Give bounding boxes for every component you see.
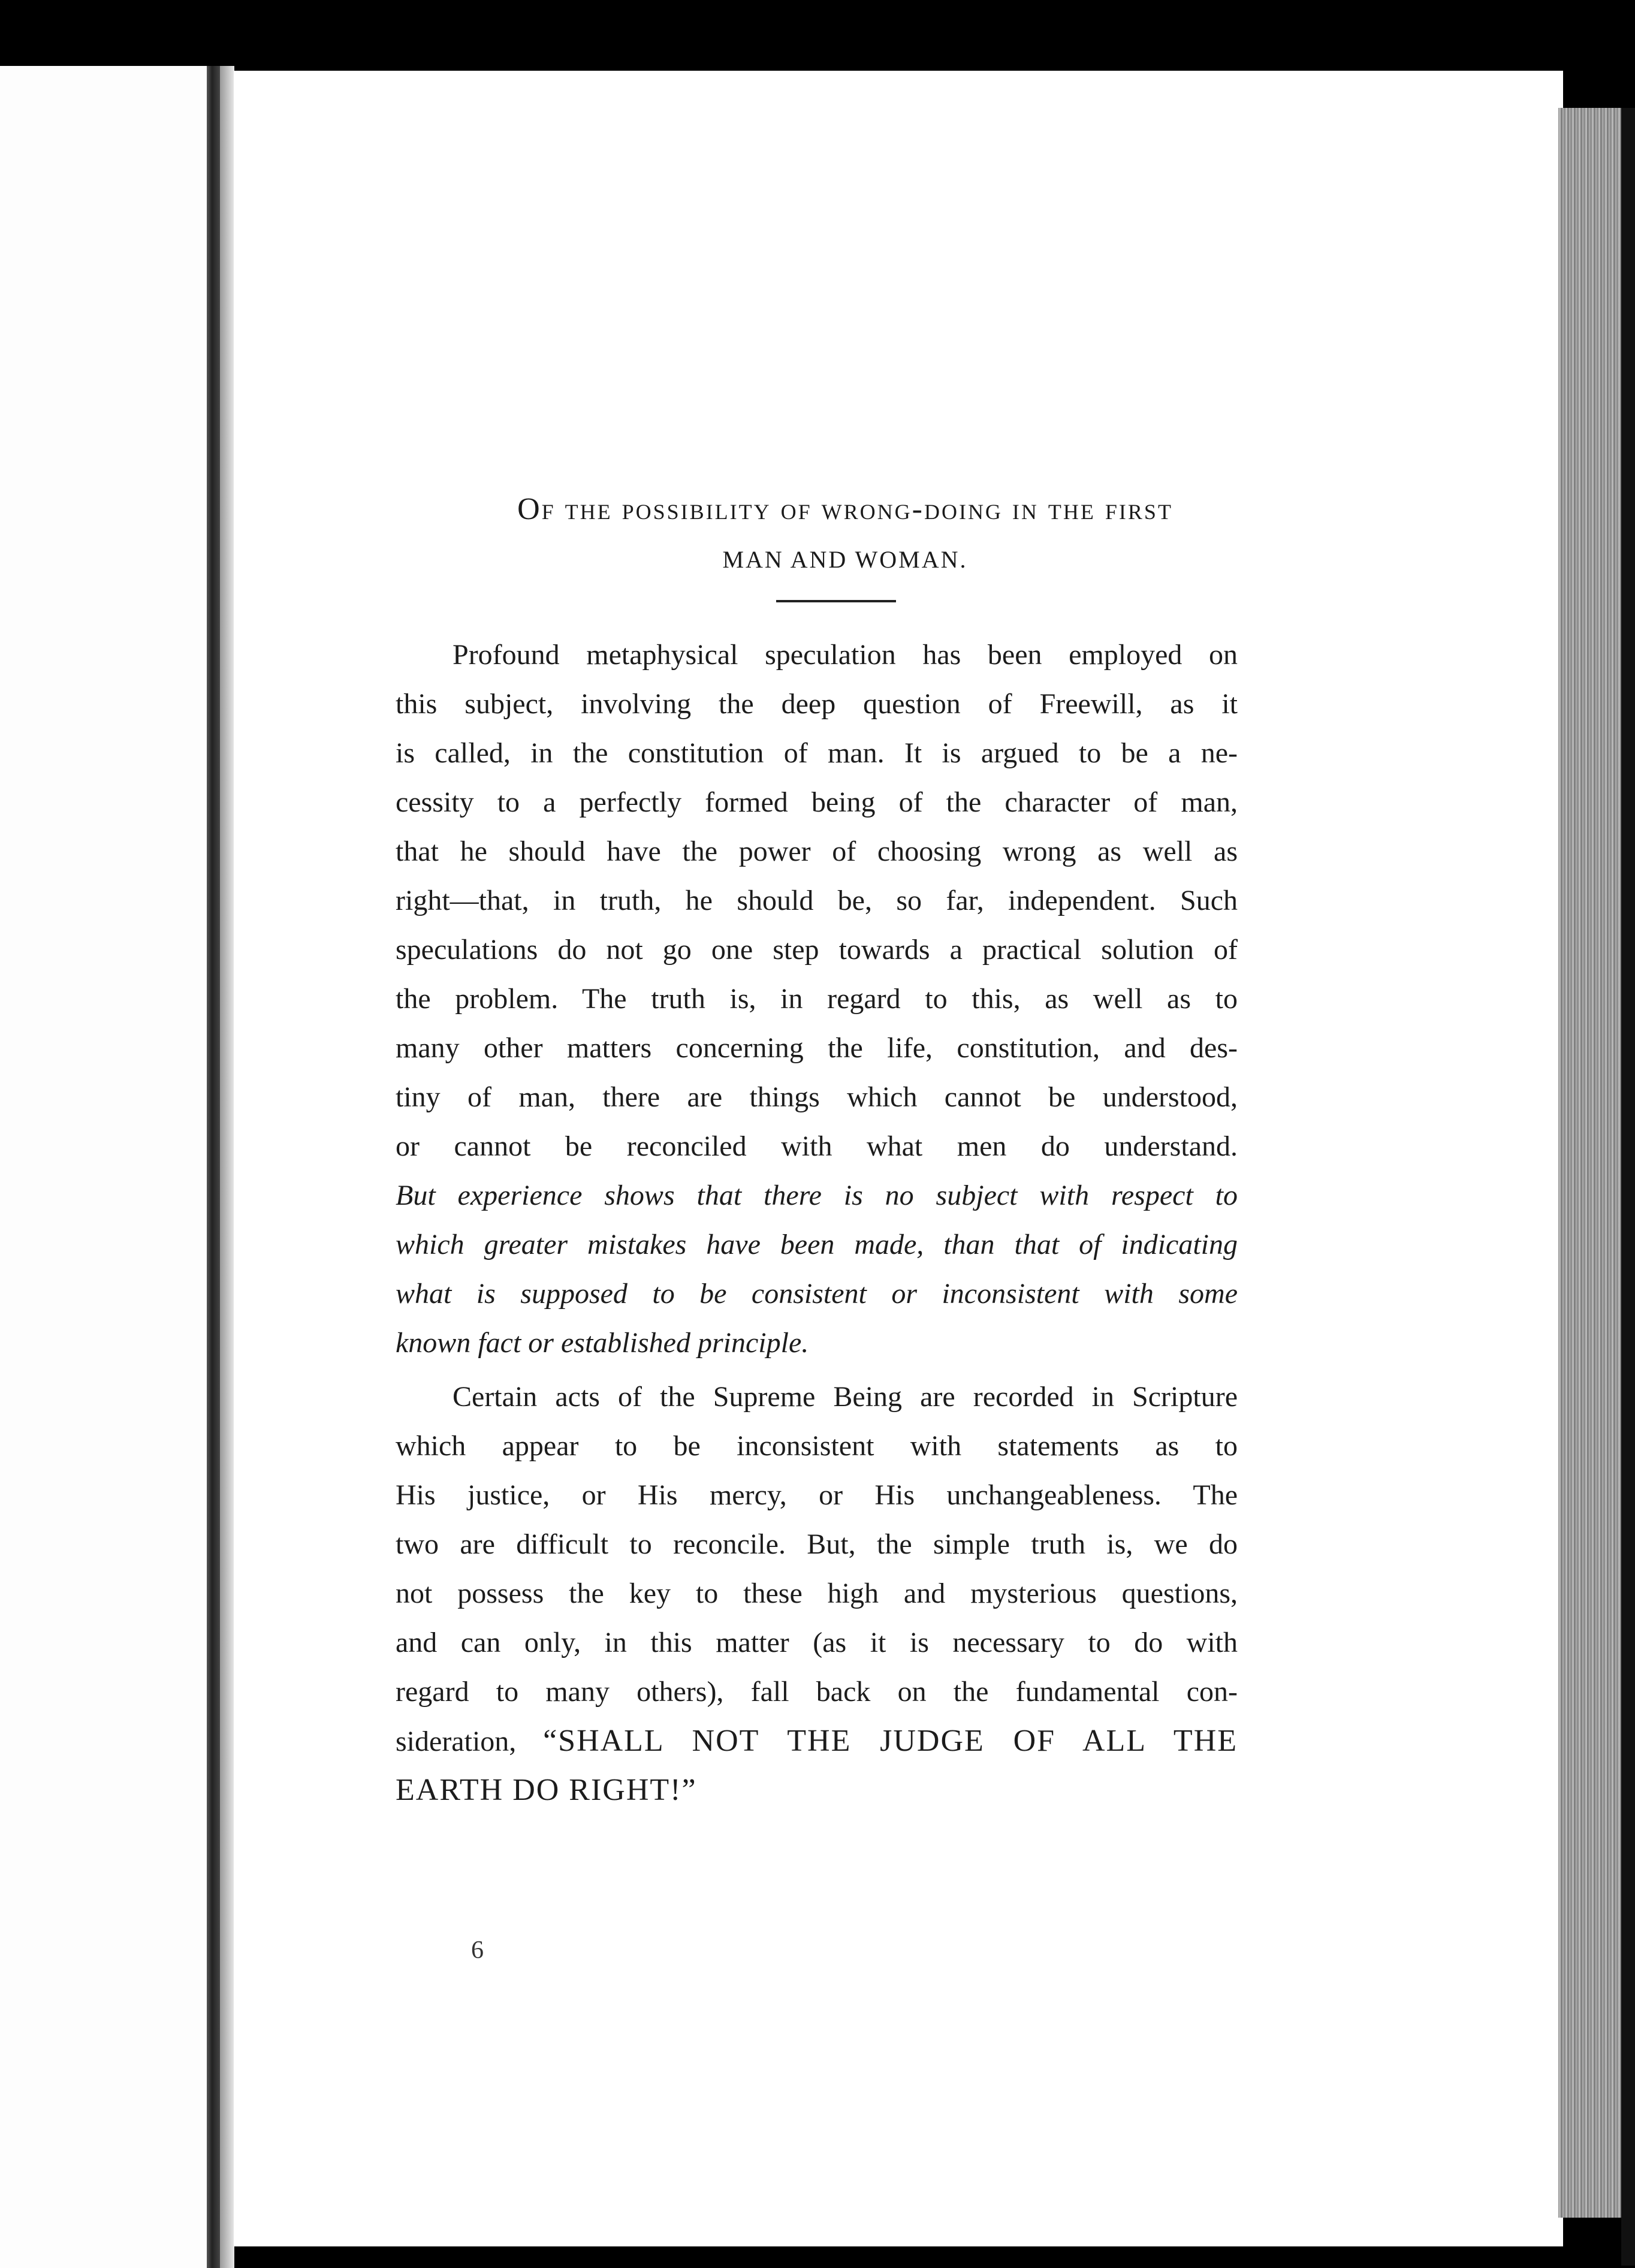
text-fragment: sideration,: [396, 1726, 544, 1757]
body-text: [396, 631, 1238, 1815]
text-line: right—that, in truth, he should be, so far, independent. Such: [396, 885, 1238, 916]
scan-speck: [1266, 7, 1269, 16]
italic-line: what is supposed to be consistent or inconsistent with some: [396, 1278, 1238, 1310]
chapter-title: [441, 485, 1250, 583]
italic-line: But experience shows that there is no subject with respect to: [396, 1180, 1238, 1211]
chapter-title-line-2: MAN AND WOMAN.: [722, 546, 968, 573]
text-line: [396, 1717, 1238, 1766]
text-line: tiny of man, there are things which cannot be understood,: [396, 1081, 1238, 1113]
text-line: the problem. The truth is, in regard to this, as well as to: [396, 983, 1238, 1015]
scan-speck: [217, 24, 222, 41]
chapter-title-line-1: Of the possibility of wrong-doing in the first: [517, 492, 1173, 526]
text-line: His justice, or His mercy, or His unchangeableness. The: [396, 1479, 1238, 1511]
page-block-edges: [1558, 108, 1624, 2218]
paragraph-2: [396, 1373, 1238, 1815]
italic-line: known fact or established principle.: [396, 1327, 809, 1359]
text-line: Profound metaphysical speculation has been employed on: [453, 639, 1238, 671]
scripture-quote-caps-end: EARTH DO RIGHT!”: [396, 1773, 697, 1807]
text-line: speculations do not go one step towards a practical solution of: [396, 934, 1238, 966]
text-line: cessity to a perfectly formed being of the character of man,: [396, 786, 1238, 818]
page-number: 6: [471, 1937, 484, 1964]
paragraph-1: [396, 631, 1238, 1368]
book-gutter: [207, 66, 220, 2268]
text-line: many other matters concerning the life, constitution, and des-: [396, 1032, 1238, 1064]
text-line: two are difficult to reconcile. But, the simple truth is, we do: [396, 1528, 1238, 1560]
text-line: or cannot be reconciled with what men do understand.: [396, 1130, 1238, 1162]
text-line: this subject, involving the deep question of Freewill, as it: [396, 688, 1238, 720]
scripture-quote-caps: “SHALL NOT THE JUDGE OF ALL THE: [543, 1724, 1238, 1758]
text-line: not possess the key to these high and mysterious questions,: [396, 1578, 1238, 1609]
text-line: is called, in the constitution of man. It is argued to be a ne-: [396, 737, 1238, 769]
text-line: which appear to be inconsistent with statements as to: [396, 1430, 1238, 1462]
text-line: regard to many others), fall back on the fundamental con-: [396, 1676, 1238, 1708]
title-rule: [776, 600, 896, 602]
scan-border-right: [1621, 108, 1635, 2266]
italic-line: which greater mistakes have been made, than that of indicating: [396, 1229, 1238, 1260]
gutter-shadow: [220, 66, 234, 2268]
left-page-edge: [0, 66, 213, 2268]
text-line: Certain acts of the Supreme Being are recorded in Scripture: [453, 1381, 1238, 1413]
text-line: and can only, in this matter (as it is necessary to do with: [396, 1627, 1238, 1658]
text-line: that he should have the power of choosing wrong as well as: [396, 836, 1238, 867]
